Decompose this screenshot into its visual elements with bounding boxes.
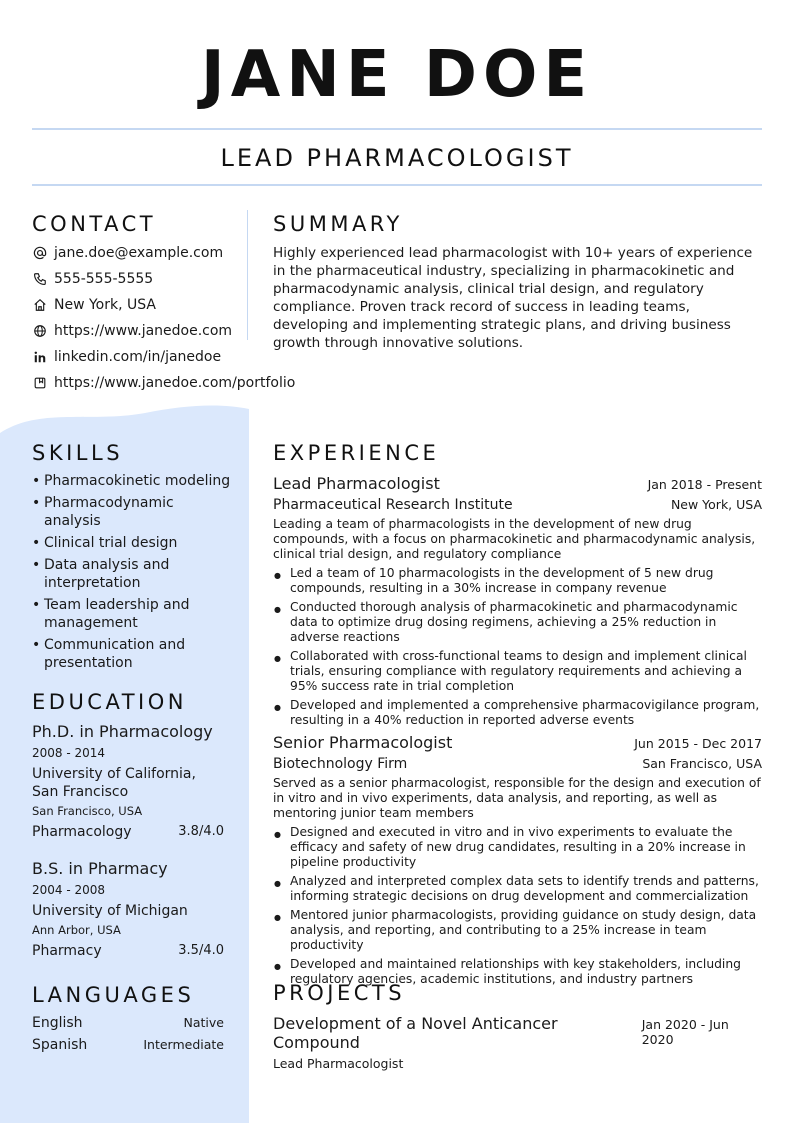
education-entry bbox=[32, 722, 224, 841]
header-divider-top bbox=[32, 128, 762, 130]
linkedin-icon bbox=[32, 349, 48, 365]
summary-heading: SUMMARY bbox=[273, 212, 403, 236]
experience-bullet: ● Developed and implemented a comprehensive pharmacovigilance program, resulting in a 40% reduction in reported adverse events bbox=[273, 698, 762, 728]
contact-linkedin-text: linkedin.com/in/janedoe bbox=[54, 349, 222, 365]
experience-bullet: ● Analyzed and interpreted complex data sets to identify trends and patterns, informing strategic decisions on drug development and commercialization bbox=[273, 874, 762, 904]
candidate-name: JANE DOE bbox=[200, 38, 594, 112]
language-row bbox=[32, 1015, 224, 1031]
portfolio-icon bbox=[32, 375, 48, 391]
projects-heading: PROJECTS bbox=[273, 981, 406, 1005]
education-location: San Francisco, USA bbox=[32, 804, 143, 818]
experience-heading: EXPERIENCE bbox=[273, 441, 440, 465]
at-icon bbox=[32, 245, 48, 261]
education-gpa: 3.5/4.0 bbox=[178, 943, 224, 958]
education-school: University of Michigan bbox=[32, 903, 188, 919]
header-divider-bottom bbox=[32, 184, 762, 186]
education-dates: 2008 - 2014 bbox=[32, 746, 106, 760]
skill-item: • Pharmacokinetic modeling bbox=[32, 472, 232, 490]
education-field-row bbox=[32, 823, 224, 841]
column-divider bbox=[247, 210, 248, 340]
experience-role: Senior Pharmacologist bbox=[273, 733, 453, 752]
education-field-row bbox=[32, 942, 224, 960]
skills-heading: SKILLS bbox=[32, 441, 124, 465]
experience-dates: Jan 2018 - Present bbox=[647, 477, 762, 492]
experience-bullet: ● Conducted thorough analysis of pharmacokinetic and pharmacodynamic data to optimize drug dosing regimens, achieving a 25% reduction in adverse reactions bbox=[273, 600, 762, 645]
experience-bullet: ● Led a team of 10 pharmacologists in the development of 5 new drug compounds, resulting in a 30% increase in company revenue bbox=[273, 566, 762, 596]
experience-entry bbox=[273, 733, 762, 991]
contact-portfolio-text: https://www.janedoe.com/portfolio bbox=[54, 375, 296, 391]
education-gpa: 3.8/4.0 bbox=[178, 824, 224, 839]
experience-role: Lead Pharmacologist bbox=[273, 474, 440, 493]
language-level: Intermediate bbox=[143, 1037, 224, 1052]
language-name: Spanish bbox=[32, 1037, 88, 1053]
contact-location-text: New York, USA bbox=[54, 297, 156, 313]
experience-bullets bbox=[273, 825, 762, 987]
summary-text: Highly experienced lead pharmacologist with 10+ years of experience in the pharmaceutical industry, specializing in pharmacokinetic and pharmacodynamic analysis, clinical trial design, and regulatory compliance. Proven track record of success in leading teams, developing and implementing strategic plans, and driving business growth through innovative solutions. bbox=[273, 245, 753, 351]
contact-heading: CONTACT bbox=[32, 212, 157, 236]
home-icon bbox=[32, 297, 48, 313]
skill-item: • Team leadership and management bbox=[32, 596, 232, 632]
globe-icon bbox=[32, 323, 48, 339]
experience-bullet: ● Designed and executed in vitro and in vivo experiments to evaluate the efficacy and safety of new drug candidates, resulting in a 20% increase in pipeline productivity bbox=[273, 825, 762, 870]
contact-portfolio[interactable] bbox=[32, 373, 295, 393]
education-location: Ann Arbor, USA bbox=[32, 923, 121, 937]
contact-email-text: jane.doe@example.com bbox=[54, 245, 224, 261]
skill-item: • Pharmacodynamic analysis bbox=[32, 494, 232, 530]
skill-item: • Communication and presentation bbox=[32, 636, 232, 672]
language-name: English bbox=[32, 1015, 83, 1031]
project-role: Lead Pharmacologist bbox=[273, 1056, 404, 1071]
project-title: Development of a Novel Anticancer Compound bbox=[273, 1014, 558, 1052]
language-level: Native bbox=[183, 1015, 224, 1030]
experience-bullet: ● Developed and maintained relationships with key stakeholders, including regulatory agencies, academic institutions, and industry partners bbox=[273, 957, 762, 987]
experience-description: Leading a team of pharmacologists in the development of new drug compounds, with a focus on pharmacokinetic and pharmacodynamic analysis, clinical trial design, and regulatory compliance bbox=[273, 517, 756, 561]
education-school: University of California, San Francisco bbox=[32, 766, 196, 800]
education-field: Pharmacology bbox=[32, 824, 132, 840]
experience-organization: Biotechnology Firm bbox=[273, 756, 408, 772]
experience-location: San Francisco, USA bbox=[642, 756, 762, 771]
experience-entry bbox=[273, 474, 762, 732]
experience-bullet: ● Mentored junior pharmacologists, providing guidance on study design, data analysis, and reporting, and contributing to a 25% increase in team productivity bbox=[273, 908, 762, 953]
education-dates: 2004 - 2008 bbox=[32, 883, 106, 897]
education-degree: B.S. in Pharmacy bbox=[32, 859, 168, 878]
contact-website[interactable] bbox=[32, 321, 232, 341]
phone-icon bbox=[32, 271, 48, 287]
education-heading: EDUCATION bbox=[32, 690, 187, 714]
contact-phone[interactable] bbox=[32, 269, 153, 289]
project-dates: Jan 2020 - Jun 2020 bbox=[641, 1017, 729, 1047]
experience-description: Served as a senior pharmacologist, responsible for the design and execution of in vitro and in vivo experiments, data analysis, and reporting, as well as mentoring junior team members bbox=[273, 776, 761, 820]
education-field: Pharmacy bbox=[32, 943, 102, 959]
education-degree: Ph.D. in Pharmacology bbox=[32, 722, 213, 741]
skills-list bbox=[32, 472, 232, 676]
skill-item: • Data analysis and interpretation bbox=[32, 556, 232, 592]
experience-bullets bbox=[273, 566, 762, 728]
job-title: LEAD PHARMACOLOGIST bbox=[220, 144, 574, 172]
experience-location: New York, USA bbox=[670, 497, 762, 512]
languages-heading: LANGUAGES bbox=[32, 983, 195, 1007]
contact-location bbox=[32, 295, 156, 315]
contact-phone-text: 555-555-5555 bbox=[54, 271, 154, 287]
language-row bbox=[32, 1037, 224, 1053]
skill-item: • Clinical trial design bbox=[32, 534, 232, 552]
experience-bullet: ● Collaborated with cross-functional teams to design and implement clinical trials, ensuring compliance with regulatory requirements and achieving a 95% success rate in trial completion bbox=[273, 649, 762, 694]
education-entry bbox=[32, 859, 224, 960]
project-entry bbox=[273, 1014, 762, 1071]
contact-email[interactable] bbox=[32, 243, 223, 263]
contact-website-text: https://www.janedoe.com bbox=[54, 323, 233, 339]
experience-organization: Pharmaceutical Research Institute bbox=[273, 497, 513, 513]
experience-dates: Jun 2015 - Dec 2017 bbox=[634, 736, 762, 751]
contact-linkedin[interactable] bbox=[32, 347, 221, 367]
